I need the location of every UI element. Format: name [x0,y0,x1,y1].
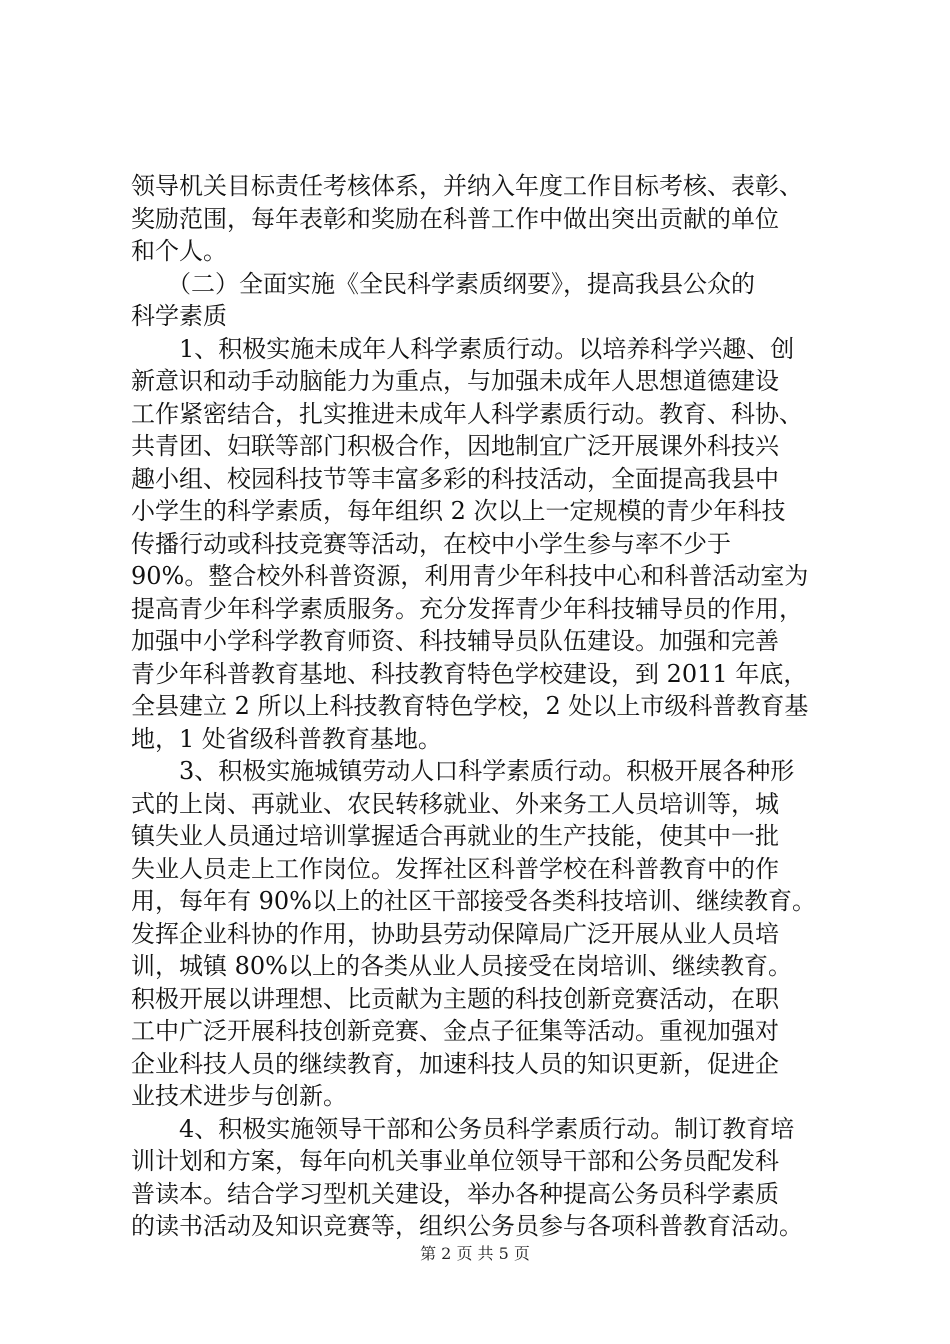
text-line: 1、积极实施未成年人科学素质行动。以培养科学兴趣、创 [131,334,795,363]
document-body [131,170,831,1243]
text-line: 小学生的科学素质，每年组织 2 次以上一定规模的青少年科技 [131,497,786,525]
text-line: 4、积极实施领导干部和公务员科学素质行动。制订教育培 [131,1114,795,1143]
text-line: 普读本。结合学习型机关建设，举办各种提高公务员科学素质 [131,1179,779,1208]
text-line: 趣小组、校园科技节等丰富多彩的科技活动，全面提高我县中 [131,464,779,493]
text-line: 共青团、妇联等部门积极合作，因地制宜广泛开展课外科技兴 [131,432,779,460]
text-line: 提高青少年科学素质服务。充分发挥青少年科技辅导员的作用， [131,594,803,623]
text-line: 新意识和动手动脑能力为重点，与加强未成年人思想道德建设 [131,367,779,395]
section-heading-line: 科学素质 [131,302,227,330]
text-line: 加强中小学科学教育师资、科技辅导员队伍建设。加强和完善 [131,627,779,655]
text-line: 发挥企业科协的作用，协助县劳动保障局广泛开展从业人员培 [131,919,779,948]
text-line: 领导机关目标责任考核体系，并纳入年度工作目标考核、表彰、 [131,172,803,200]
text-line: 90%。整合校外科普资源，利用青少年科技中心和科普活动室为 [131,562,809,590]
text-line: 传播行动或科技竞赛等活动，在校中小学生参与率不少于 [131,529,731,558]
text-line: 用，每年有 90%以上的社区干部接受各类科技培训、继续教育。 [131,887,816,915]
text-line: 地，1 处省级科普教育基地。 [131,724,442,753]
text-line: 失业人员走上工作岗位。发挥社区科普学校在科普教育中的作 [131,854,779,883]
text-line: 工中广泛开展科技创新竞赛、金点子征集等活动。重视加强对 [131,1017,779,1045]
text-line: 青少年科普教育基地、科技教育特色学校建设，到 2011 年底， [131,659,808,688]
text-line: 的读书活动及知识竞赛等，组织公务员参与各项科普教育活动。 [131,1212,803,1240]
text-line: 训，城镇 80%以上的各类从业人员接受在岗培训、继续教育。 [131,952,792,980]
text-line: 和个人。 [131,237,227,265]
text-line: 企业科技人员的继续教育，加速科技人员的知识更新，促进企 [131,1049,779,1078]
text-line: 3、积极实施城镇劳动人口科学素质行动。积极开展各种形 [131,757,795,785]
page-number-footer: 第 2 页 共 5 页 [420,1244,530,1263]
section-heading-line: （二）全面实施《全民科学素质纲要》，提高我县公众的 [131,269,755,298]
text-line: 镇失业人员通过培训掌握适合再就业的生产技能，使其中一批 [131,822,779,850]
text-line: 全县建立 2 所以上科技教育特色学校，2 处以上市级科普教育基 [131,692,809,720]
text-line: 工作紧密结合，扎实推进未成年人科学素质行动。教育、科协、 [131,399,803,428]
text-line: 奖励范围，每年表彰和奖励在科普工作中做出突出贡献的单位 [131,204,779,233]
text-line: 业技术进步与创新。 [131,1082,347,1110]
text-line: 积极开展以讲理想、比贡献为主题的科技创新竞赛活动，在职 [131,984,779,1013]
text-line: 式的上岗、再就业、农民转移就业、外来务工人员培训等，城 [131,789,779,818]
text-line: 训计划和方案，每年向机关事业单位领导干部和公务员配发科 [131,1147,779,1175]
